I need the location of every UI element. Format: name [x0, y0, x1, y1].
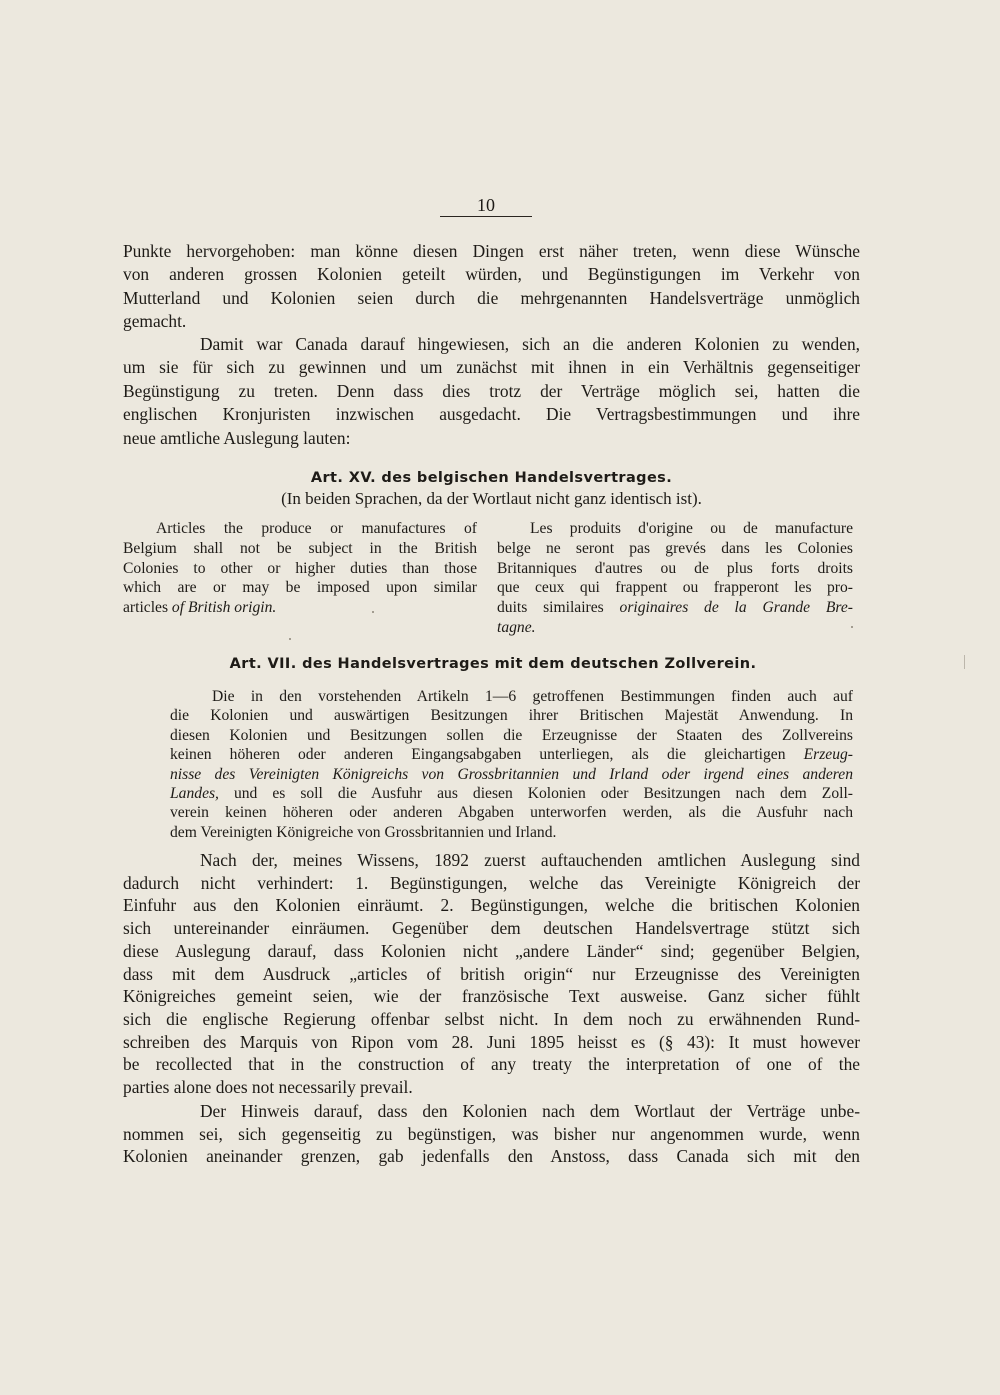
emphasis-text: tagne. [497, 618, 536, 636]
text-line: Der Hinweis darauf, dass den Kolonien nach dem Wortlaut der Verträge unbe- [200, 1101, 860, 1121]
scan-speck [372, 611, 374, 613]
text-line: von anderen grossen Kolonien geteilt würden, und Begünstigungen im Verkehr von [123, 264, 860, 285]
text-run: duits similaires [497, 599, 620, 617]
text-line: Articles the produce or manufactures of [156, 520, 477, 537]
emphasis-text: of British origin. [171, 599, 277, 617]
emphasis-text: originaires de la Grande Bre- [619, 599, 853, 617]
text-line: nommen sei, sich gegenseitig zu begünstigen, was bisher nur angenommen wurde, wenn [123, 1123, 860, 1144]
text-line: parties alone does not necessarily prevail. [123, 1077, 413, 1098]
text-line: que ceux qui frappent ou frapperont les pro- [497, 579, 853, 597]
text-line: Damit war Canada darauf hingewiesen, sich an die anderen Kolonien zu wenden, [200, 334, 860, 354]
text-line: dadurch nicht verhindert: 1. Begünstigungen, welche das Vereinigte Königreich der [123, 872, 860, 893]
text-run: und es soll die Ausfuhr aus diesen Kolonien oder Besitzungen nach dem Zoll- [218, 785, 853, 803]
text-line: Begünstigung zu treten. Denn dass dies trotz der Verträge möglich sei, hatten die [123, 380, 860, 401]
text-line: diesen Kolonien und Besitzungen sollen die Erzeugnisse der Staaten des Zollvereins [170, 726, 853, 744]
text-line [497, 598, 853, 618]
text-line: sich die englische Regierung offenbar selbst nicht. In dem noch zu erwähnenden Rund- [123, 1008, 860, 1029]
text-line: be recollected that in the construction of any treaty the interpretation of one of the [123, 1054, 860, 1075]
text-line: verein keinen höheren oder anderen Abgaben unterworfen werden, als die Ausfuhr nach [170, 804, 853, 822]
article-7-heading: Art. VII. des Handelsvertrages mit dem deutschen Zollverein. [229, 656, 757, 672]
text-line: Punkte hervorgehoben: man könne diesen Dingen erst näher treten, wenn diese Wünsche [123, 241, 860, 261]
text-line: Einfuhr aus den Kolonien einräumt. 2. Begünstigungen, welche die britischen Kolonien [123, 895, 860, 916]
text-line: gemacht. [123, 311, 187, 332]
text-run: keinen höheren oder anderen Eingangsabgaben unterliegen, als die gleichartigen [170, 746, 804, 764]
text-line: dass mit dem Ausdruck „articles of british origin“ nur Erzeugnisse des Vereinigten [123, 963, 860, 984]
article-15-subheading: (In beiden Sprachen, da der Wortlaut nicht ganz identisch ist). [281, 489, 702, 508]
text-line: Kolonien aneinander grenzen, gab jedenfalls den Anstoss, dass Canada sich mit den [123, 1146, 860, 1167]
text-line: diese Auslegung darauf, dass Kolonien nicht „andere Länder“ sind; gegenüber Belgien, [123, 940, 860, 961]
scan-speck [289, 638, 291, 640]
text-line: dem Vereinigten Königreiche von Grossbritannien und Irland. [170, 823, 557, 841]
text-line: sich untereinander einräumen. Gegenüber dem deutschen Handelsvertrage stützt sich [123, 918, 860, 939]
emphasis-text: Erzeug- [803, 746, 853, 764]
text-line [123, 598, 477, 618]
text-line: Britanniques d'autres ou de plus forts droits [497, 559, 853, 577]
text-line [170, 784, 853, 803]
text-line: Colonies to other or higher duties than those [123, 559, 477, 577]
text-line [170, 745, 853, 764]
article-15-english-column [123, 519, 477, 618]
text-line [497, 618, 853, 638]
scan-speck [964, 655, 965, 669]
text-line: Nach der, meines Wissens, 1892 zuerst auftauchenden amtlichen Auslegung sind [200, 850, 860, 870]
paragraph-1 [123, 240, 860, 334]
text-line: Königreiches gemeint seien, wie der französische Text ausweise. Ganz sicher fühlt [123, 986, 860, 1007]
article-15-heading: Art. XV. des belgischen Handelsvertrages. [310, 470, 673, 486]
text-line [170, 765, 853, 784]
paragraph-3 [123, 849, 860, 1099]
page-number: 10 [440, 194, 532, 217]
emphasis-text: nisse des Vereinigten Königreichs von Grossbritannien und Irland oder irgend eines anderen [170, 765, 853, 783]
article-7-text [170, 687, 853, 842]
text-line: Les produits d'origine ou de manufacture [530, 520, 853, 537]
text-line: englischen Kronjuristen inzwischen ausgedacht. Die Vertragsbestimmungen und ihre [123, 404, 860, 425]
text-run: articles [123, 599, 172, 617]
text-line: Belgium shall not be subject in the British [123, 539, 477, 557]
text-line: die Kolonien und auswärtigen Besitzungen ihrer Britischen Majestät Anwendung. In [170, 707, 853, 725]
paragraph-2 [123, 333, 860, 450]
text-line: which are or may be imposed upon similar [123, 579, 477, 597]
text-line: neue amtliche Auslegung lauten: [123, 427, 351, 448]
text-line: um sie für sich zu gewinnen und um zunächst mit ihnen in ein Verhältnis gegenseitiger [123, 357, 860, 378]
emphasis-text: Landes, [170, 785, 219, 803]
text-line: Die in den vorstehenden Artikeln 1—6 getroffenen Bestimmungen finden auch auf [212, 688, 853, 705]
scan-speck [851, 626, 853, 628]
text-line: schreiben des Marquis von Ripon vom 28. Juni 1895 heisst es (§ 43): It must however [123, 1031, 860, 1052]
text-line: Mutterland und Kolonien seien durch die mehrgenannten Handelsverträge unmöglich [123, 287, 860, 308]
article-15-french-column [497, 519, 853, 638]
paragraph-4 [123, 1100, 860, 1168]
text-line: belge ne seront pas grevés dans les Colonies [497, 539, 853, 557]
